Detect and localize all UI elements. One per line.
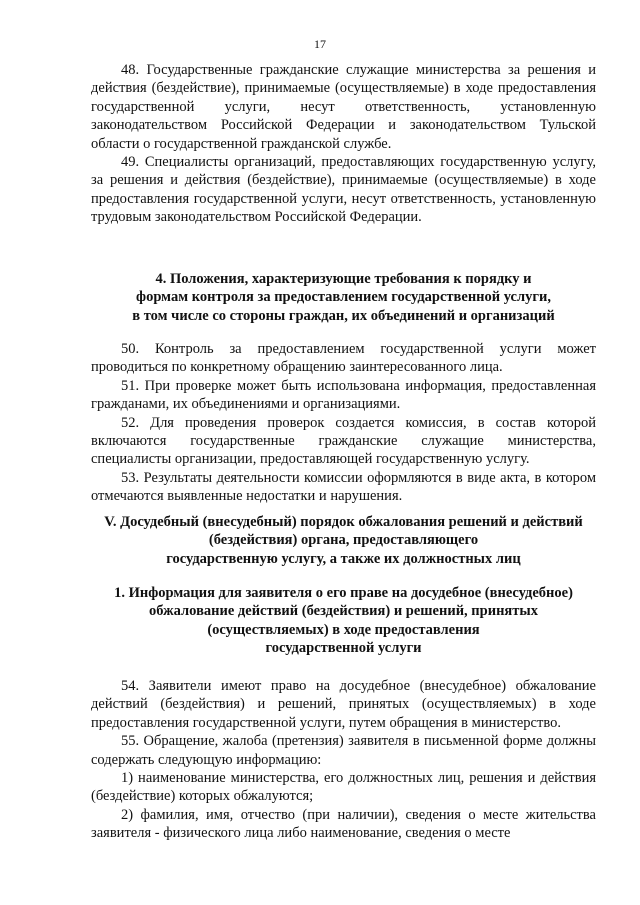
heading-line: государственную услугу, а также их должностных лиц: [166, 550, 521, 567]
heading-line: (осуществляемых) в ходе предоставления: [207, 621, 480, 638]
heading-line: V. Досудебный (внесудебный) порядок обжалования решений и действий: [104, 514, 583, 530]
paragraph-53: 53. Результаты деятельности комиссии оформляются в виде акта, в котором отмечаются выявленные недостатки и нарушения.: [91, 469, 596, 505]
section-b: [91, 340, 596, 506]
paragraph-54: 54. Заявители имеют право на досудебное (внесудебное) обжалование действий (бездействия) и решений, принятых (осуществляемых) в ходе предоставления государственной услуги, путем обращения в министерство.: [91, 678, 596, 731]
heading-section-1: [91, 584, 596, 658]
list-item-1: 1) наименование министерства, его должностных лиц, решения и действия (бездействие) которых обжалуются;: [91, 770, 596, 805]
heading-line: в том числе со стороны граждан, их объединений и организаций: [132, 307, 555, 324]
paragraph-49: 49. Специалисты организаций, предоставляющих государственную услугу, за решения и действия (бездействие), принимаемые (осуществляемые) в ходе предоставления государственной услуги, несут ответственность, установленную трудовым законодательством Российской Федерации.: [91, 154, 596, 226]
heading-line: формам контроля за предоставлением государственной услуги,: [136, 289, 551, 306]
section-c: [91, 677, 596, 843]
paragraph-55: 55. Обращение, жалоба (претензия) заявителя в письменной форме должны содержать следующую информацию:: [91, 733, 596, 768]
heading-line: обжалование действий (бездействия) и решений, принятых: [149, 603, 538, 620]
paragraph-50: 50. Контроль за предоставлением государственной услуги может проводиться по конкретному обращению заинтересованного лица.: [91, 341, 596, 376]
list-item-2: 2) фамилия, имя, отчество (при наличии), сведения о месте жительства заявителя - физического лица либо наименование, сведения о месте: [91, 806, 596, 842]
paragraph-51: 51. При проверке может быть использована информация, предоставленная гражданами, их объединениями и организациями.: [91, 377, 596, 413]
section-a: [91, 61, 596, 227]
heading-line: (бездействия) органа, предоставляющего: [208, 532, 479, 549]
heading-section-4: [91, 270, 596, 325]
heading-line: 1. Информация для заявителя о его праве на досудебное (внесудебное): [114, 585, 573, 601]
heading-section-v: [91, 513, 596, 568]
paragraph-52: 52. Для проведения проверок создается комиссия, в состав которой включаются государственные гражданские служащие министерства, специалисты организации, предоставляющей государственную услугу.: [91, 414, 596, 468]
heading-line: 4. Положения, характеризующие требования к порядку и: [155, 271, 532, 287]
paragraph-48: 48. Государственные гражданские служащие министерства за решения и действия (бездействие), принимаемые (осуществляемые) в ходе предоставления государственной услуги, несут ответственность, установленную законодательством Российской Федерации и законодательством Тульской области о государственной гражданской службе.: [91, 62, 596, 152]
page-number: 17: [314, 37, 326, 51]
heading-line: государственной услуги: [265, 640, 422, 657]
